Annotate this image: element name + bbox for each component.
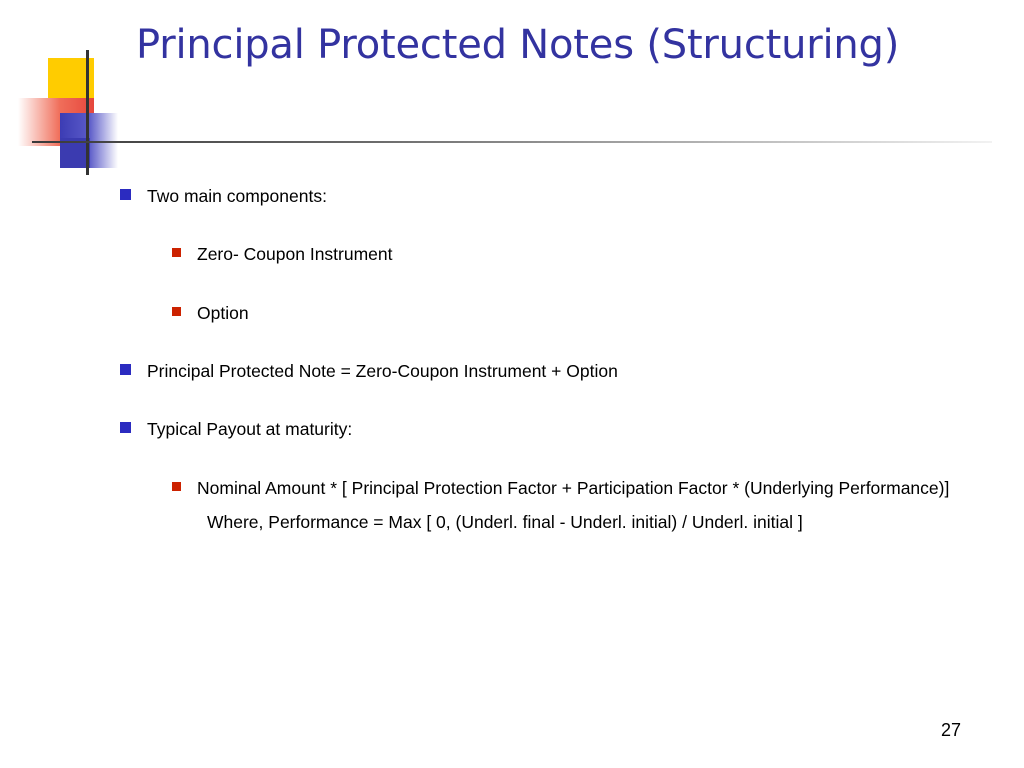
slide-body xyxy=(0,182,1024,536)
page-number: 27 xyxy=(940,720,961,740)
list-item-label: Option xyxy=(197,302,249,323)
list-item xyxy=(0,299,1024,327)
vertical-line-shape xyxy=(86,50,89,175)
list-item xyxy=(0,240,1024,268)
formula-note: Where, Performance = Max [ 0, (Underl. final - Underl. initial) / Underl. initial ] xyxy=(207,512,803,533)
blue-square-bullet-icon xyxy=(120,364,131,375)
list-item-label: Typical Payout at maturity: xyxy=(147,419,353,440)
blue-square-bullet-icon xyxy=(120,422,131,433)
list-item xyxy=(0,182,1024,210)
decorative-logo xyxy=(18,50,148,175)
list-item xyxy=(0,415,1024,443)
blue-square-bullet-icon xyxy=(120,189,131,200)
list-item-label: Zero- Coupon Instrument xyxy=(197,244,393,265)
list-item-label: Nominal Amount * [ Principal Protection Factor + Participation Factor * (Underlying Performance)] xyxy=(197,477,950,498)
red-square-bullet-icon xyxy=(172,482,181,491)
red-square-bullet-icon xyxy=(172,307,181,316)
list-item-label: Principal Protected Note = Zero-Coupon Instrument + Option xyxy=(147,361,618,382)
title-divider xyxy=(32,141,992,143)
page-title: Principal Protected Notes (Structuring) xyxy=(136,22,900,68)
list-item xyxy=(0,474,1024,502)
list-item-label: Two main components: xyxy=(147,186,327,206)
list-item xyxy=(0,357,1024,385)
red-square-bullet-icon xyxy=(172,248,181,257)
